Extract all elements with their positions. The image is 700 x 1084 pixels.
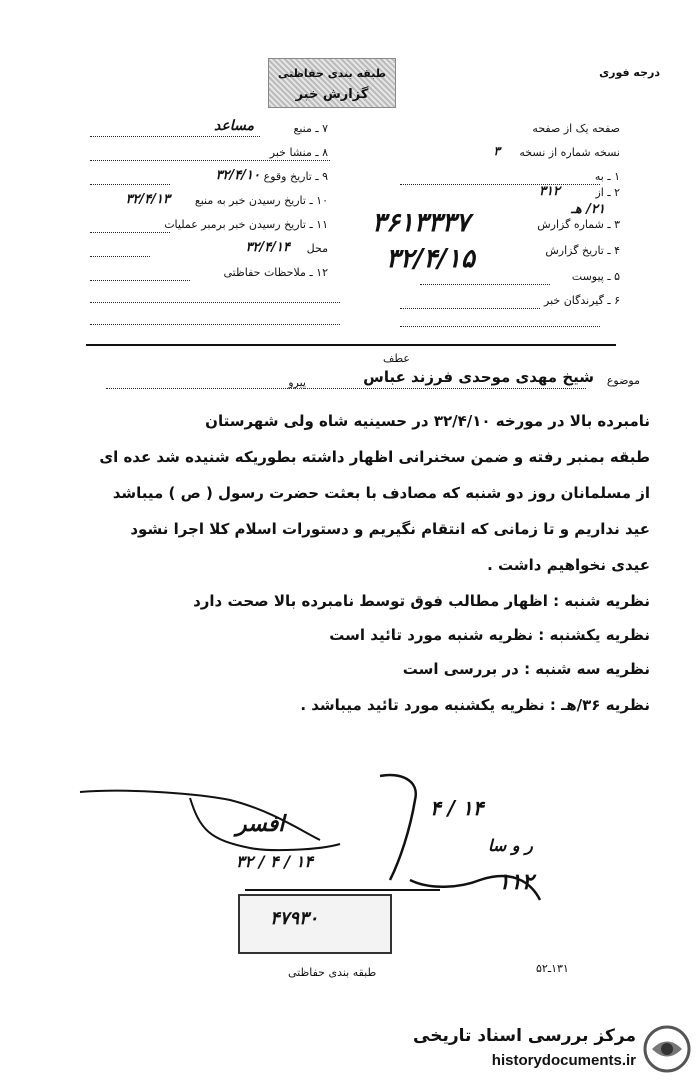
field-label-source-receipt-date: ۱۰ ـ تاریخ رسیدن خبر به منبع bbox=[194, 194, 328, 207]
field-label-attachment: ۵ ـ پیوست bbox=[571, 270, 620, 283]
dotted-line bbox=[90, 302, 340, 303]
body-line: نامبرده بالا در مورخه ۳۲/۴/۱۰ در حسینیه شاه ولی شهرستان bbox=[205, 412, 650, 430]
subject-text: شیخ مهدی موحدی فرزند عباس bbox=[363, 368, 594, 386]
body-line: عید نداریم و تا زمانی که انتقام نگیریم و دستورات اسلام کلا اجرا نشود bbox=[130, 520, 650, 538]
field-label-report-number: ۳ ـ شماره گزارش bbox=[537, 218, 620, 231]
field-value-source-receipt-date: ۳۲/۴/۱۳ bbox=[125, 192, 170, 207]
dotted-line bbox=[90, 184, 170, 185]
field-value-place: ۳۲/۴/۱۴ bbox=[245, 240, 290, 255]
dotted-line bbox=[400, 308, 540, 309]
body-line: نظریه یکشنبه : نظریه شنبه مورد تائید است bbox=[329, 626, 650, 644]
field-label-from: ۲ ـ از bbox=[595, 186, 620, 199]
body-line: نظریه شنبه : اظهار مطالب فوق توسط نامبرده بالا صحت دارد bbox=[193, 592, 650, 610]
received-stamp-number: ۴۷۹۳۰ bbox=[270, 908, 319, 929]
handwritten-report-number: ۳۶۱۳۳۳۷ bbox=[372, 208, 470, 238]
dotted-line bbox=[400, 184, 600, 185]
document-title: گزارش خبر bbox=[295, 87, 369, 102]
field-value-report-number: ۲۱/ هـ bbox=[571, 202, 605, 217]
document-code: ۱۳۱ـ۵۲ bbox=[536, 962, 569, 975]
field-label-place: محل bbox=[306, 242, 328, 255]
dotted-line bbox=[90, 256, 150, 257]
dotted-line bbox=[90, 324, 340, 325]
dotted-line bbox=[90, 160, 330, 161]
dotted-line bbox=[90, 280, 190, 281]
dotted-line bbox=[90, 232, 170, 233]
subject-label: موضوع bbox=[606, 374, 640, 387]
field-value-copy-number: ۳ bbox=[493, 144, 500, 158]
header-divider bbox=[86, 344, 616, 346]
handwritten-report-date: ۳۲/۴/۱۵ bbox=[386, 244, 475, 274]
subject-side-note: پیرو bbox=[288, 376, 306, 389]
urgency-note: درجه فوری bbox=[599, 66, 660, 79]
subject-above-note: عطف bbox=[383, 352, 410, 365]
field-value-from: ۳۱۲ bbox=[539, 184, 560, 199]
field-label-to: ۱ ـ به bbox=[594, 170, 620, 183]
field-label-origin: ۸ ـ منشا خبر bbox=[269, 146, 328, 159]
body-line: طبقه بمنبر رفته و ضمن سخنرانی اظهار داشته بطوریکه شنیده شد عده ای bbox=[99, 448, 650, 466]
subject-dotted-line bbox=[106, 388, 586, 389]
field-label-copy-number: نسخه شماره از نسخه bbox=[519, 146, 620, 159]
margin-note-text: ر و سا bbox=[488, 836, 533, 855]
field-label-occurrence-date: ۹ ـ تاریخ وقوع bbox=[263, 170, 328, 183]
body-line: عیدی نخواهیم داشت . bbox=[487, 556, 650, 574]
field-label-security-notes: ۱۲ ـ ملاحظات حفاظتی bbox=[223, 266, 328, 279]
signature-name: افسر bbox=[236, 812, 285, 837]
classification-stamp bbox=[268, 58, 396, 108]
watermark-name: مرکز بررسی اسناد تاریخی bbox=[413, 1026, 636, 1046]
footer-classification: طبقه بندی حفاظتی bbox=[288, 966, 377, 979]
classification-label: طبقه بندی حفاظتی bbox=[277, 67, 387, 80]
field-value-occurrence-date: ۳۲/۴/۱۰ bbox=[215, 168, 260, 183]
margin-note-date: ۱۴ / ۴ bbox=[430, 796, 484, 820]
received-stamp bbox=[238, 894, 392, 954]
dotted-line bbox=[420, 284, 550, 285]
field-label-report-date: ۴ ـ تاریخ گزارش bbox=[545, 244, 620, 257]
field-label-recipients: ۶ ـ گیرندگان خبر bbox=[544, 294, 620, 307]
field-label-page: صفحه یک از صفحه bbox=[532, 122, 620, 135]
body-line: نظریه سه شنبه : در بررسی است bbox=[402, 660, 650, 678]
signature-date: ۱۴ / ۴ / ۳۲ bbox=[236, 852, 313, 871]
body-line: نظریه ۳۶/هـ : نظریه یکشنبه مورد تائید میباشد . bbox=[300, 696, 650, 714]
field-label-operations-receipt: ۱۱ ـ تاریخ رسیدن خبر برمبر عملیات bbox=[164, 218, 328, 231]
margin-note-number: ۱۱۲ bbox=[498, 870, 534, 895]
dotted-line bbox=[400, 326, 600, 327]
watermark-url: historydocuments.ir bbox=[491, 1052, 636, 1069]
watermark-logo-icon bbox=[642, 1024, 692, 1074]
field-value-source: مساعد bbox=[214, 118, 254, 134]
dotted-line bbox=[90, 136, 260, 137]
field-label-source: ۷ ـ منبع bbox=[293, 122, 328, 135]
body-line: از مسلمانان روز دو شنبه که مصادف با بعثت حضرت رسول ( ص ) میباشد bbox=[112, 484, 650, 502]
watermark bbox=[408, 1018, 698, 1080]
margin-stroke bbox=[380, 775, 416, 880]
